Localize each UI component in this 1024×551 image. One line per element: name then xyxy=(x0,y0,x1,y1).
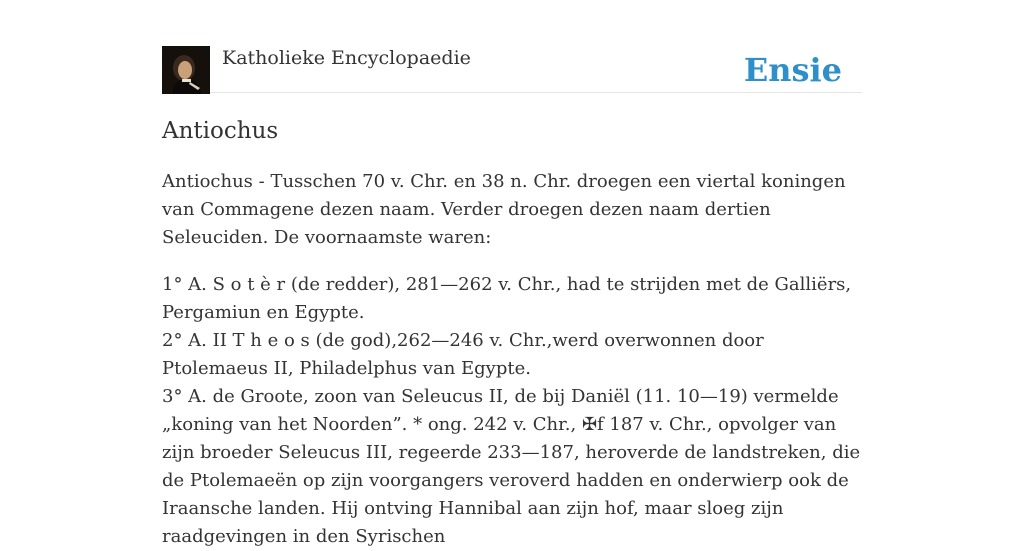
portrait-avatar-icon[interactable] xyxy=(162,46,210,94)
avatar-image xyxy=(162,46,210,94)
list-item: 3° A. de Groote, zoon van Seleucus II, de bij Daniël (11. 10—19) vermelde „koning van het Noorden”. * ong. 242 v. Chr., ✠f 187 v. Chr., opvolger van zijn broeder Seleucus III, regeerde 233—187, heroverde de landstreken, die de Ptolemaeën op zijn voorgangers veroverd hadden en onderwierp ook de Iraansche landen. Hij ontving Hannibal aan zijn hof, maar sloeg zijn raadgevingen in den Syrischen xyxy=(162,386,861,547)
list-item: 1° A. S o t è r (de redder), 281—262 v. Chr., had te strijden met de Galliërs, Pergamiun en Egypte. xyxy=(162,274,852,323)
article-title: Antiochus xyxy=(162,118,279,144)
article-intro: Antiochus - Tusschen 70 v. Chr. en 38 n. Chr. droegen een viertal koningen van Commagene dezen naam. Verder droegen dezen naam dertien Seleuciden. De voornaamste waren: xyxy=(162,171,846,248)
article-body xyxy=(162,168,866,551)
site-header xyxy=(162,40,862,93)
site-name[interactable]: Katholieke Encyclopaedie xyxy=(222,47,471,69)
ensie-logo[interactable]: Ensie xyxy=(743,51,842,89)
list-item: 2° A. II T h e o s (de god),262—246 v. Chr.,werd overwonnen door Ptolemaeus II, Philadelphus van Egypte. xyxy=(162,330,764,379)
